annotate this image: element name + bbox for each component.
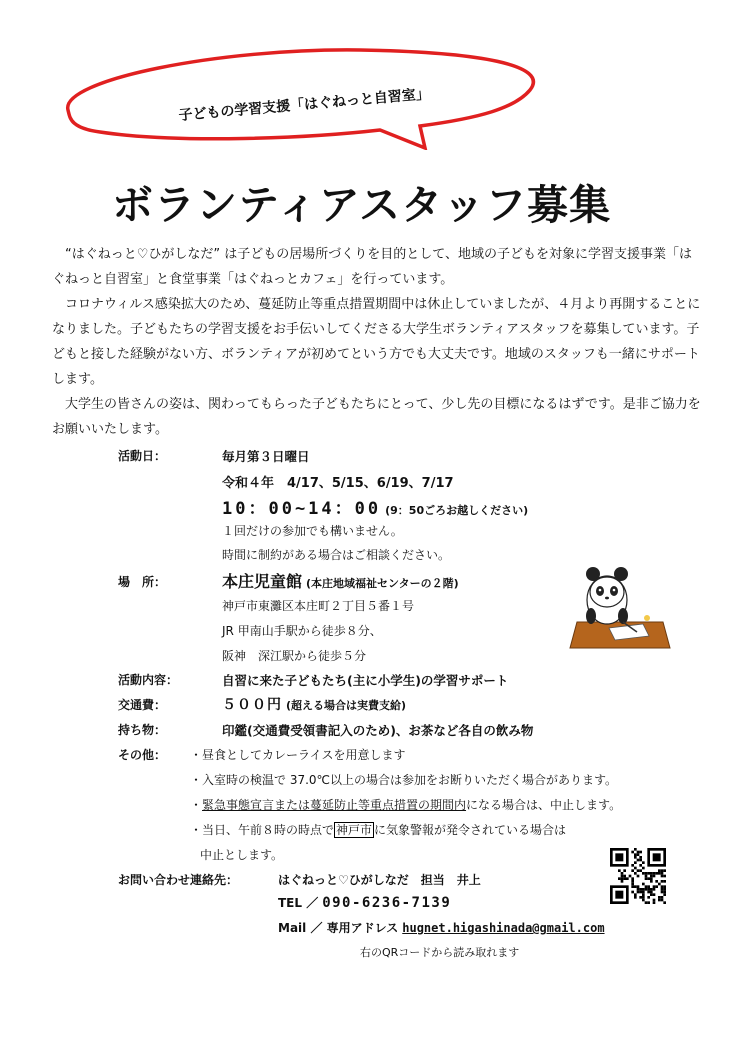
fare-label: 交通費： <box>118 698 167 712</box>
other-item-cont: 中止とします。 <box>200 848 284 862</box>
fare-value: ５００円 <box>222 697 282 713</box>
email-link[interactable]: hugnet.higashinada@gmail.com <box>402 921 605 935</box>
schedule-label: 活動日： <box>118 449 167 463</box>
other-item: ・昼食としてカレーライスを用意します <box>190 748 406 762</box>
fare-note: (超える場合は実費支給) <box>285 699 407 712</box>
qr-code-icon[interactable] <box>610 848 666 904</box>
phone-number: 090-6236-7139 <box>322 895 452 911</box>
contact-label: お問い合わせ連絡先： <box>118 873 239 887</box>
other-text: に気象警報が発令されている場合は <box>374 823 567 837</box>
other-item <box>190 821 566 838</box>
tel-label: TEL ／ <box>278 896 319 910</box>
items-label: 持ち物： <box>118 723 167 737</box>
place-name-row <box>222 569 459 592</box>
schedule-time: 10：00~14：00 <box>222 499 382 519</box>
schedule-dates: 令和４年 4/17、5/15、6/19、7/17 <box>222 476 454 491</box>
activity-value: 自習に来た子どもたち(主に小学生)の学習サポート <box>222 673 509 688</box>
page-title: ボランティアスタッフ募集 <box>112 181 612 229</box>
mail-label: Mail ／ 専用アドレス <box>278 921 399 935</box>
other-item: ・入室時の検温で 37.0℃以上の場合は参加をお断りいただく場合があります。 <box>190 773 618 787</box>
schedule-time-note: (9：50ごろお越しください) <box>385 504 529 517</box>
intro-paragraph: “はぐねっと♡ひがしなだ” は子どもの居場所づくりを目的として、地域の子どもを対象に学習支援事業「はぐねっと自習室」と食堂事業「はぐねっとカフェ」を行っています。 <box>52 247 692 287</box>
other-label: その他： <box>118 748 167 762</box>
panda-studying-illustration <box>565 560 675 650</box>
venue-name: 本庄児童館 <box>222 572 303 591</box>
other-item <box>190 796 621 813</box>
intro-paragraph: 大学生の皆さんの姿は、関わってもらった子どもたちにとって、少し先の目標になるはずです。是非ご協力をお願いいたします。 <box>52 397 701 437</box>
boxed-city: 神戸市 <box>336 823 373 837</box>
fare-row <box>222 694 406 714</box>
venue-note: (本庄地域福祉センターの２階) <box>306 577 459 590</box>
qr-note: 右のQRコードから読み取れます <box>360 946 520 959</box>
contact-tel-row <box>278 894 451 911</box>
place-access: 阪神 深江駅から徒歩５分 <box>222 649 367 663</box>
place-address: 神戸市東灘区本庄町２丁目５番１号 <box>222 599 415 613</box>
underlined-text: 緊急事態宣言または蔓延防止等重点措置の期間内 <box>202 798 467 812</box>
activity-label: 活動内容： <box>118 673 179 687</box>
contact-org: はぐねっと♡ひがしなだ 担当 井上 <box>278 873 481 887</box>
intro-text <box>52 242 702 442</box>
contact-mail-row <box>278 919 605 936</box>
schedule-day: 毎月第３日曜日 <box>222 449 310 464</box>
items-value: 印鑑(交通費受領書記入のため)、お茶など各自の飲み物 <box>222 723 534 738</box>
bullet: ・ <box>190 798 203 812</box>
schedule-note: 時間に制約がある場合はご相談ください。 <box>222 548 451 562</box>
place-access: JR 甲南山手駅から徒歩８分、 <box>222 624 382 638</box>
schedule-time-row <box>222 494 528 519</box>
bubble-text: 子どもの学習支援「はぐねっと自習室」 <box>177 86 431 125</box>
intro-paragraph: コロナウィルス感染拡大のため、蔓延防止等重点措置期間中は休止していましたが、４月より再開することになりました。子どもたちの学習支援をお手伝いしてくださる大学生ボランティアスタッフを募集しています。子どもと接した経験がない方、ボランティアが初めてという方でも大丈夫です。地域のスタッフも一緒にサポートします。 <box>52 297 701 387</box>
other-text: ・当日、午前８時の時点で <box>190 823 335 837</box>
other-text: になる場合は、中止します。 <box>466 798 622 812</box>
place-label: 場 所： <box>118 575 167 589</box>
schedule-note: １回だけの参加でも構いません。 <box>222 524 403 538</box>
